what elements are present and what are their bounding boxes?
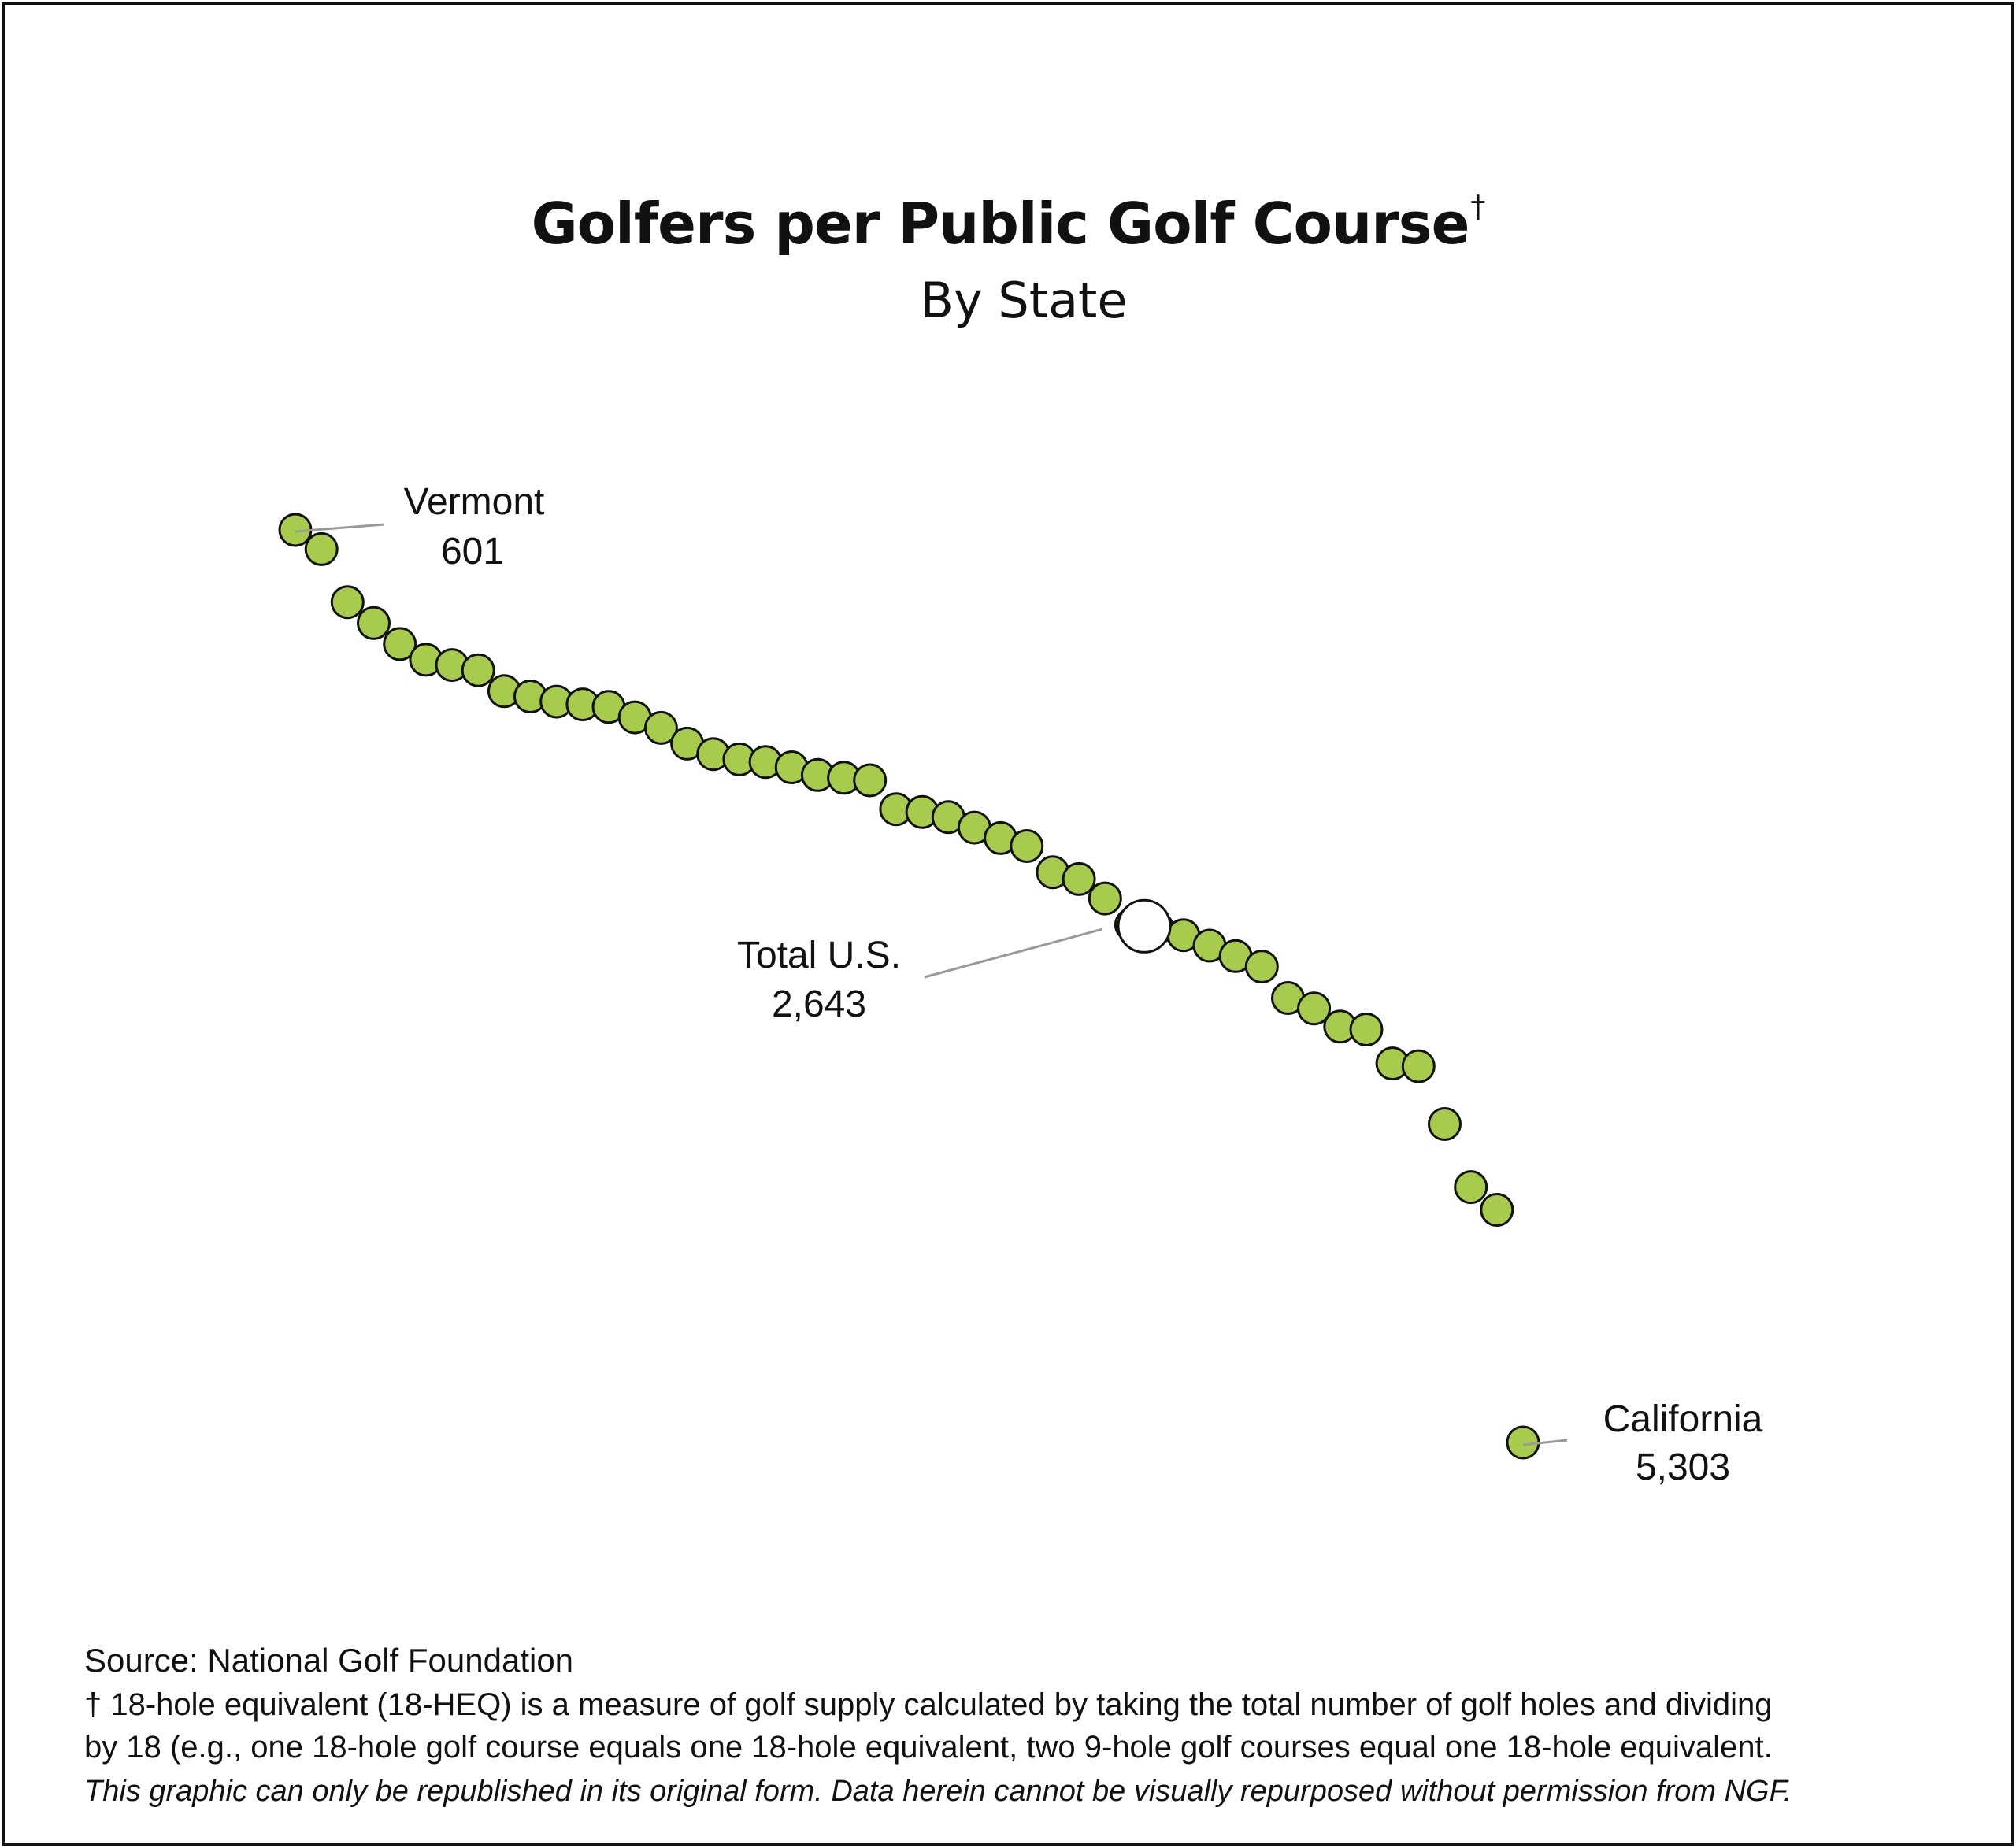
total-us-leader: [925, 929, 1102, 977]
data-point: [1481, 1194, 1513, 1226]
footnote: [84, 1683, 1974, 1768]
chart-title-text: Golfers per Public Golf Course: [531, 191, 1469, 257]
data-point: [854, 765, 886, 796]
chart-subtitle: By State: [920, 272, 1128, 329]
data-point: [332, 587, 363, 618]
data-point: [1403, 1050, 1434, 1082]
data-point: [1063, 863, 1095, 894]
california-label: California: [1603, 1398, 1763, 1440]
data-point: [1089, 883, 1121, 914]
data-point: [306, 533, 337, 565]
source-note: Source: National Golf Foundation: [84, 1642, 574, 1679]
total-us-point: [1118, 900, 1170, 952]
california-value: 5,303: [1635, 1446, 1731, 1488]
data-point: [1351, 1014, 1382, 1046]
highlight-group: [1118, 900, 1170, 952]
total-us-value: 2,643: [771, 983, 867, 1025]
data-point: [1455, 1172, 1487, 1203]
data-point: [1011, 831, 1043, 862]
data-point: [462, 654, 494, 686]
data-point: [1429, 1109, 1461, 1140]
total-us-label: Total U.S.: [736, 935, 902, 976]
disclaimer: This graphic can only be republished in its original form. Data herein cannot be visually repurposed without permission from NGF.: [84, 1775, 1792, 1808]
title-dagger: †: [1470, 189, 1485, 224]
data-points: [280, 514, 1539, 1458]
vermont-value: 601: [440, 531, 505, 572]
footnote-line-2: by 18 (e.g., one 18-hole golf course equals one 18-hole equivalent, two 9-hole golf courses equal one 18-hole equivalent.: [84, 1730, 1773, 1765]
footnote-line-1: † 18-hole equivalent (18-HEQ) is a measure of golf supply calculated by taking the total number of golf holes and dividing: [84, 1687, 1773, 1722]
vermont-label: Vermont: [403, 481, 545, 523]
data-point: [1246, 951, 1277, 983]
data-point: [358, 607, 390, 639]
